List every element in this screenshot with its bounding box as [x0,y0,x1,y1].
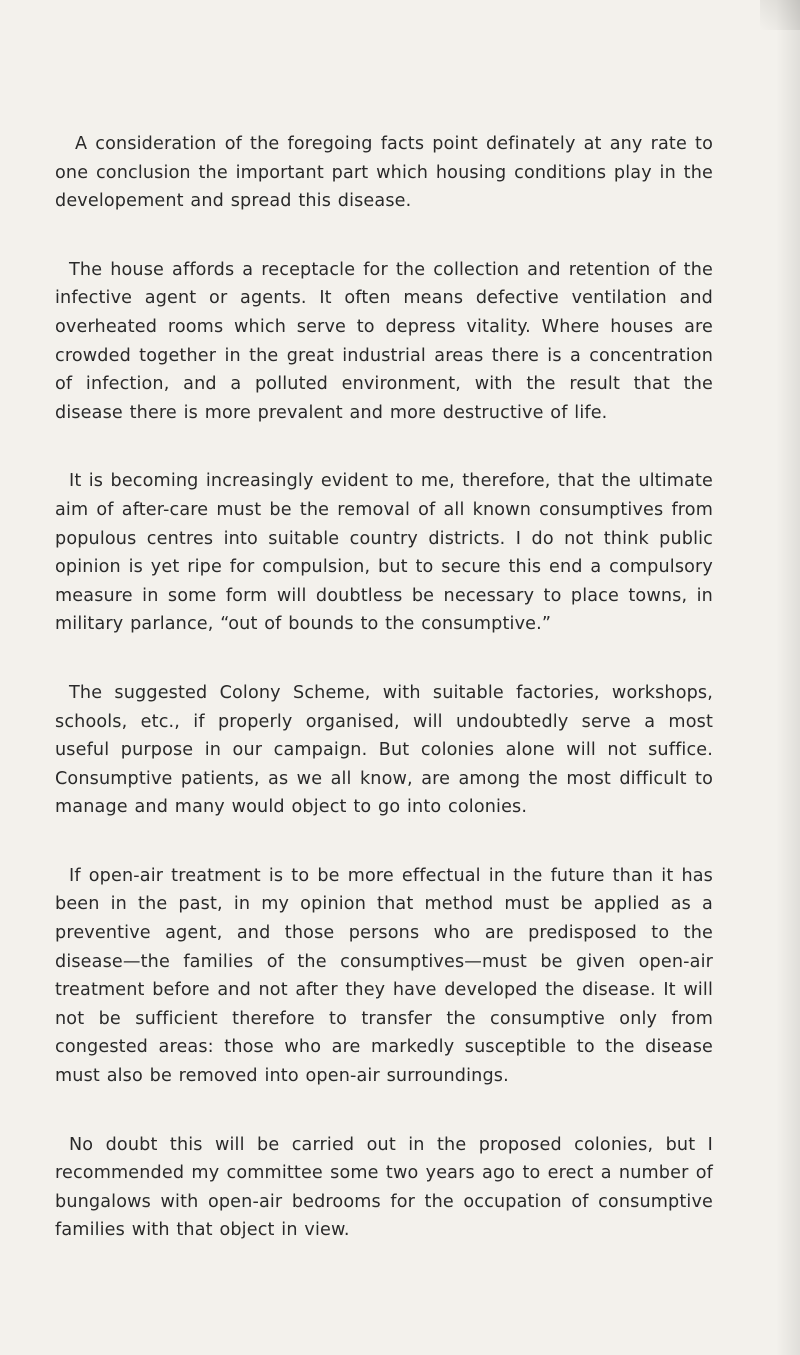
document-body [55,130,713,1285]
page-edge-shadow [776,0,800,1355]
paragraph-colony-scheme: The suggested Colony Scheme, with suitable factories, workshops, schools, etc., if properly organised, will undoubtedly serve a most useful purpose in our campaign. But colonies alone will not suffice. Consumptive patients, as we all know, are among the most difficult to manage and many would object to go into colonies. [55,682,713,818]
paragraph-housing-conclusion: A consideration of the foregoing facts point definately at any rate to one conclusion the important part which housing conditions play in the developement and spread this disease. [55,134,713,212]
paragraph-open-air-treatment: If open-air treatment is to be more effectual in the future than it has been in the past, in my opinion that method must be applied as a preventive agent, and those persons who are predisposed to the disease—the families of the consumptives—must be given open-air treatment before and not after they have developed the disease. It will not be sufficient therefore to transfer the consumptive only from congested areas: those who are markedly susceptible to the disease must also be removed into open-air surroundings. [55,865,713,1087]
paragraph-house-receptacle: The house affords a receptacle for the collection and retention of the infective agent or agents. It often means defective ventilation and overheated rooms which serve to depress vitality. Where houses are crowded together in the great industrial areas there is a concentration of infection, and a polluted environment, with the result that the disease there is more prevalent and more destructive of life. [55,259,713,423]
paragraph-bungalows: No doubt this will be carried out in the proposed colonies, but I recommended my committee some two years ago to erect a number of bungalows with open-air bedrooms for the occupation of consumptive families with that object in view. [55,1134,713,1241]
paragraph-after-care-aim: It is becoming increasingly evident to me, therefore, that the ultimate aim of after-care must be the removal of all known consumptives from populous centres into suitable country districts. I do not think public opinion is yet ripe for compulsion, but to secure this end a compulsory measure in some form will doubtless be necessary to place towns, in military parlance, “out of bounds to the consumptive.” [55,471,713,635]
page-corner-shade [760,0,800,30]
